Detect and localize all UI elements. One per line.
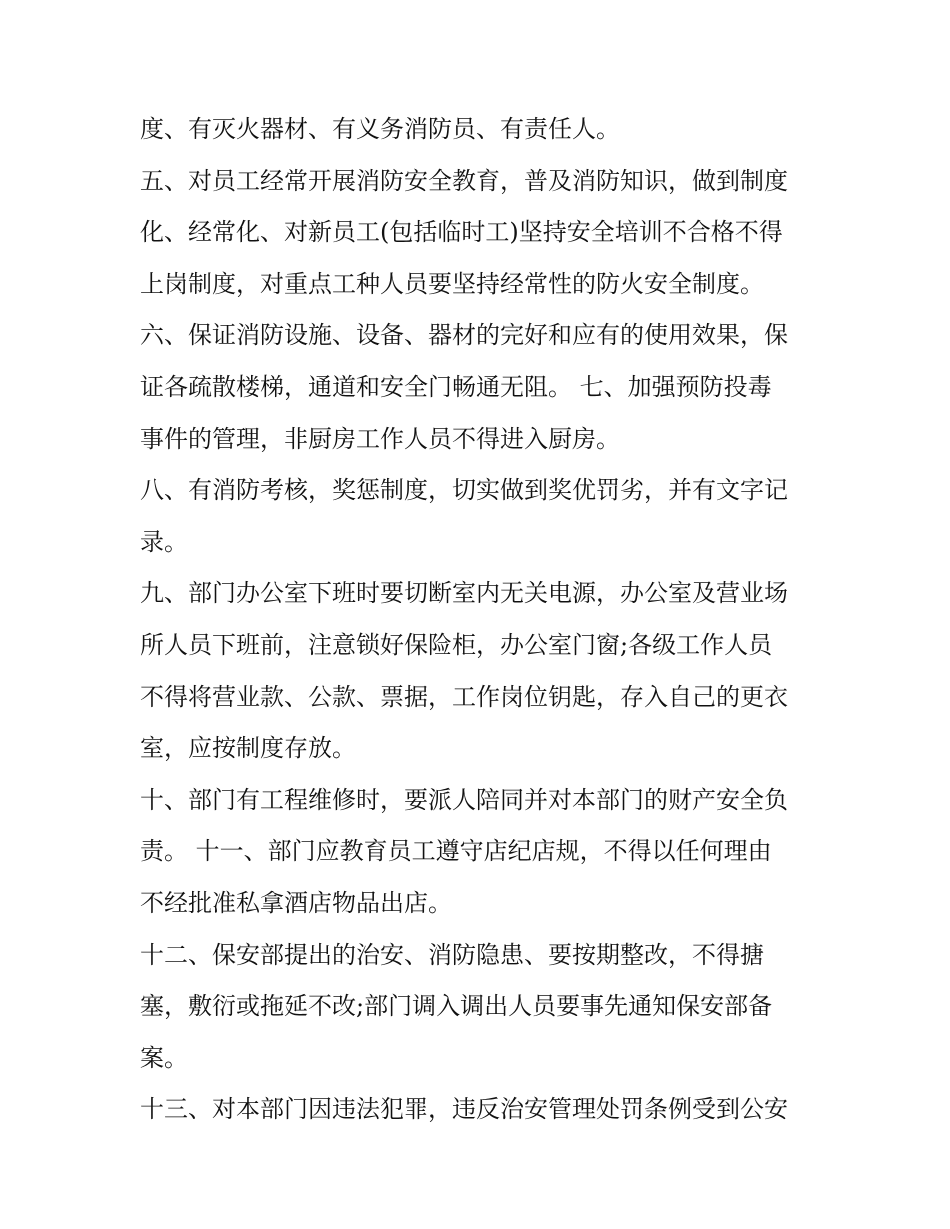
text-line: 十、部门有工程维修时，要派人陪同并对本部门的财产安全负 [140, 785, 788, 814]
text-line: 不得将营业款、公款、票据，工作岗位钥匙，存入自己的更衣 [140, 682, 788, 711]
text-line: 九、部门办公室下班时要切断室内无关电源，办公室及营业场 [140, 579, 788, 608]
text-line: 不经批准私拿酒店物品出店。 [140, 888, 452, 917]
text-line: 证各疏散楼梯，通道和安全门畅通无阻。 七、加强预防投毒 [140, 372, 772, 401]
text-line: 案。 [140, 1043, 188, 1072]
text-line: 所人员下班前，注意锁好保险柜，办公室门窗;各级工作人员 [140, 630, 773, 659]
text-line: 度、有灭火器材、有义务消防员、有责任人。 [140, 115, 620, 143]
text-line: 十二、保安部提出的治安、消防隐患、要按期整改，不得搪 [140, 940, 764, 969]
text-line: 塞，敷衍或拖延不改;部门调入调出人员要事先通知保安部备 [140, 992, 773, 1021]
text-line: 事件的管理，非厨房工作人员不得进入厨房。 [140, 424, 620, 453]
document-body [140, 104, 820, 1136]
text-line: 化、经常化、对新员工(包括临时工)坚持安全培训不合格不得 [140, 218, 783, 247]
text-line: 五、对员工经常开展消防安全教育，普及消防知识，做到制度 [140, 166, 788, 195]
text-line: 室，应按制度存放。 [140, 734, 356, 763]
text-line: 上岗制度，对重点工种人员要坚持经常性的防火安全制度。 [140, 269, 764, 298]
text-line: 责。 十一、部门应教育员工遵守店纪店规，不得以任何理由 [140, 837, 772, 866]
text-line: 录。 [140, 527, 188, 556]
text-line: 六、保证消防设施、设备、器材的完好和应有的使用效果，保 [140, 321, 788, 350]
text-line: 十三、对本部门因违法犯罪，违反治安管理处罚条例受到公安 [140, 1095, 788, 1124]
text-line: 八、有消防考核，奖惩制度，切实做到奖优罚劣，并有文字记 [140, 476, 788, 505]
